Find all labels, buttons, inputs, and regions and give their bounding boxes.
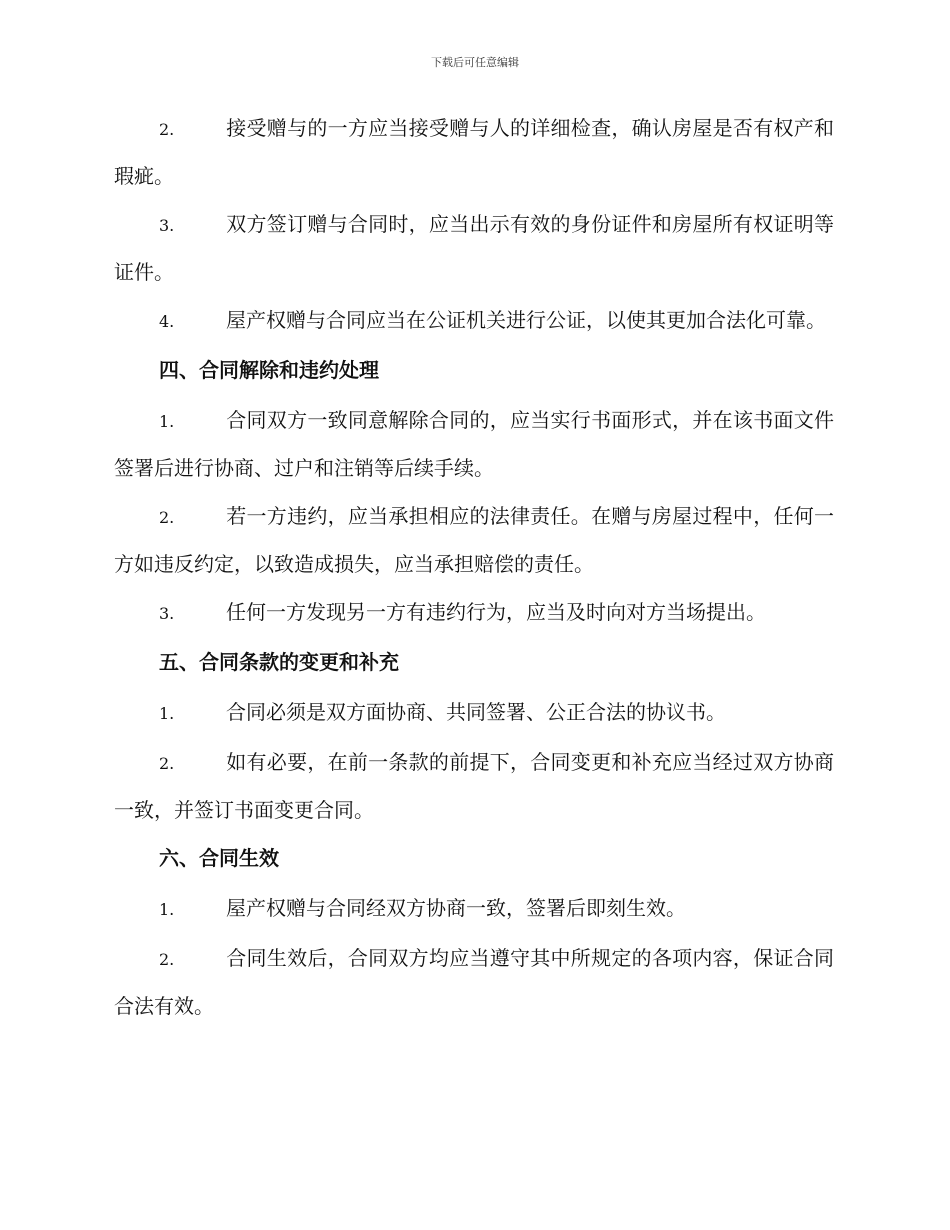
section-heading-5: 五、合同条款的变更和补充	[159, 650, 399, 674]
page-header: 下载后可任意编辑	[431, 56, 519, 69]
clause-text: 若一方违约，应当承担相应的法律责任。在赠与房屋过程中，任何一方如违反约定，以致造成损失，应当承担赔偿的责任。	[114, 504, 834, 576]
clause-number: 1.	[159, 900, 175, 919]
clause-number: 4.	[159, 312, 175, 331]
clause-3-3	[114, 201, 834, 295]
clause-text: 如有必要，在前一条款的前提下，合同变更和补充应当经过双方协商一致，并签订书面变更合同。	[114, 750, 834, 822]
clause-text: 任何一方发现另一方有违约行为，应当及时向对方当场提出。	[226, 600, 766, 624]
clause-5-2	[114, 739, 834, 833]
clause-6-1	[114, 885, 834, 933]
clause-text: 合同双方一致同意解除合同的，应当实行书面形式，并在该书面文件签署后进行协商、过户和注销等后续手续。	[114, 408, 834, 480]
clause-4-1	[114, 397, 834, 491]
clause-text: 屋产权赠与合同应当在公证机关进行公证，以使其更加合法化可靠。	[226, 308, 826, 332]
clause-number: 2.	[159, 508, 175, 527]
section-heading-6: 六、合同生效	[159, 846, 279, 870]
clause-text: 合同生效后，合同双方均应当遵守其中所规定的各项内容，保证合同合法有效。	[114, 946, 834, 1018]
clause-number: 2.	[159, 120, 175, 139]
clause-text: 屋产权赠与合同经双方协商一致，签署后即刻生效。	[226, 896, 686, 920]
clause-number: 1.	[159, 704, 175, 723]
clause-5-1	[114, 689, 834, 737]
clause-number: 3.	[159, 216, 175, 235]
clause-4-3	[114, 589, 834, 637]
clause-text: 合同必须是双方面协商、共同签署、公正合法的协议书。	[226, 700, 726, 724]
clause-4-2	[114, 493, 834, 587]
clause-number: 2.	[159, 950, 175, 969]
clause-text: 双方签订赠与合同时，应当出示有效的身份证件和房屋所有权证明等证件。	[114, 212, 834, 284]
document-body	[114, 105, 834, 1031]
clause-number: 1.	[159, 412, 175, 431]
clause-6-2	[114, 935, 834, 1029]
clause-number: 3.	[159, 604, 175, 623]
clause-number: 2.	[159, 754, 175, 773]
clause-3-4	[114, 297, 834, 345]
clause-3-2	[114, 105, 834, 199]
section-heading-4: 四、合同解除和违约处理	[159, 358, 379, 382]
clause-text: 接受赠与的一方应当接受赠与人的详细检查，确认房屋是否有权产和瑕疵。	[114, 116, 834, 188]
